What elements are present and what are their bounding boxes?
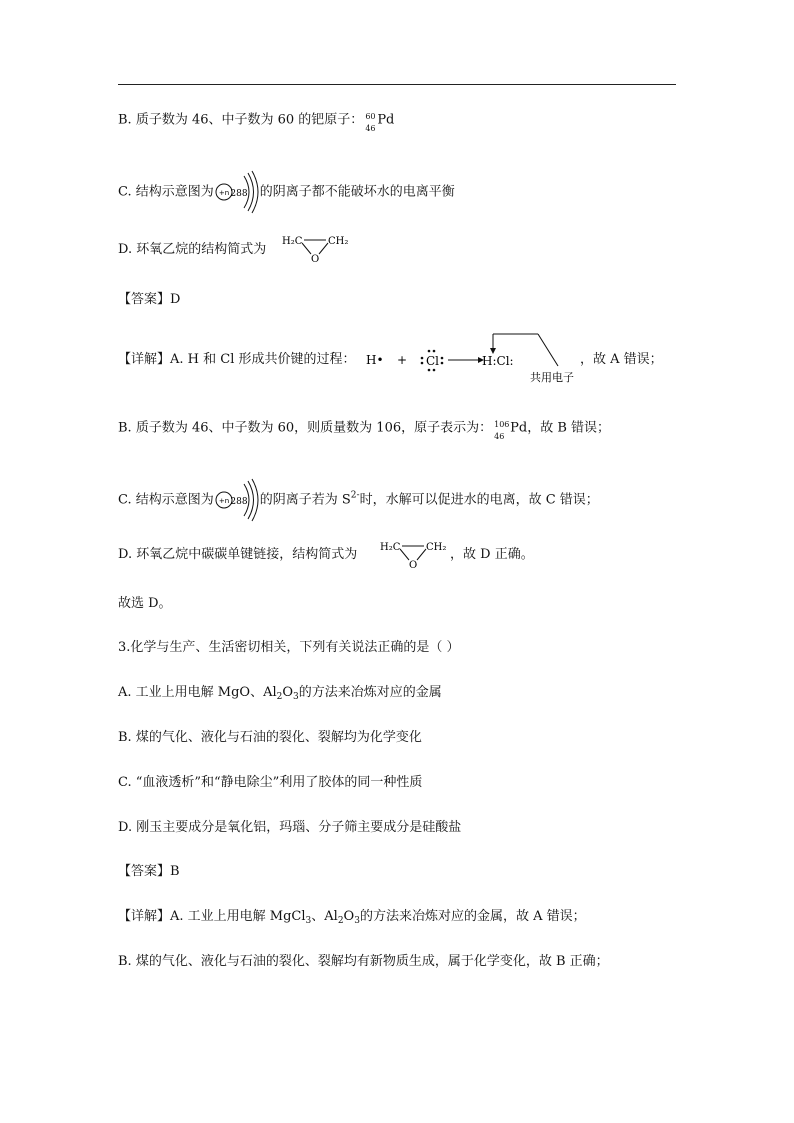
ion-charge: 2- <box>350 490 360 501</box>
svg-text:+n: +n <box>218 189 229 197</box>
q3-option-a <box>118 683 442 707</box>
q2-option-d <box>118 240 266 260</box>
q3-option-a-text-1: A. 工业上用电解 MgO、Al <box>118 685 277 700</box>
atomic-number: 46 <box>494 432 505 441</box>
svg-text:+: + <box>397 353 408 367</box>
q2-conclusion: 故选 D。 <box>118 596 172 611</box>
svg-text:288: 288 <box>230 497 248 507</box>
q2-option-d-prefix: D. 环氧乙烷的结构简式为 <box>118 242 267 257</box>
q3-detail-b: B. 煤的气化、液化与石油的裂化、裂解均有新物质生成，属于化学变化，故 B 正确； <box>118 954 609 969</box>
q3-option-c: C. “血液透析”和“静电除尘”利用了胶体的同一种性质 <box>118 775 423 790</box>
nuclide-label <box>492 418 510 441</box>
q3-detail-a-text-4: 的方法来冶炼对应的金属，故 A 错误； <box>359 909 586 924</box>
q2-option-c-prefix: C. 结构示意图为 <box>118 184 214 200</box>
svg-text:CH₂: CH₂ <box>328 236 349 247</box>
q3-answer: 【答案】B <box>118 864 180 879</box>
mass-number: 106 <box>494 420 510 429</box>
q2-option-c-suffix: 的阴离子都不能破坏水的电离平衡 <box>259 184 455 200</box>
epoxide-structure <box>378 536 450 570</box>
q3-stem: 3.化学与生产、生活密切相关，下列有关说法正确的是（ ） <box>118 640 460 655</box>
q2-detail-a-suffix: ，故 A 错误； <box>580 352 663 367</box>
svg-text:H:Cl:: H:Cl: <box>482 354 514 368</box>
q2-option-b-text: B. 质子数为 46、中子数为 60 的钯原子： <box>118 112 364 128</box>
header-rule <box>118 84 676 85</box>
mass-number: 60 <box>365 112 376 121</box>
q2-detail-a-prefix: 【详解】A. H 和 Cl 形成共价键的过程： <box>118 352 356 367</box>
q2-detail-c-prefix: C. 结构示意图为 <box>118 492 214 508</box>
q2-answer: 【答案】D <box>118 292 181 307</box>
q2-detail-d-prefix: D. 环氧乙烷中碳碳单键链接，结构简式为 <box>118 547 358 562</box>
svg-text:H₂C: H₂C <box>282 236 303 247</box>
svg-text:O: O <box>409 560 418 570</box>
q2-detail-b-suffix: ，故 B 错误； <box>527 420 611 436</box>
svg-text:H₂C: H₂C <box>380 542 401 553</box>
covalent-bond-formation-diagram <box>360 328 590 386</box>
element-symbol: Pd <box>510 420 528 436</box>
ion-structure-diagram <box>214 478 260 522</box>
svg-text:288: 288 <box>230 189 248 199</box>
q2-detail-b <box>118 418 610 439</box>
q3-detail-a <box>118 907 586 931</box>
svg-text:O: O <box>311 254 320 264</box>
atomic-number: 46 <box>365 124 376 133</box>
q2-option-b <box>118 110 394 131</box>
q3-option-a-text-3: 的方法来冶炼对应的金属 <box>298 685 442 700</box>
q3-detail-a-text-1: 【详解】A. 工业上用电解 MgCl <box>118 909 306 924</box>
q3-detail-a-text-3: O <box>343 909 355 924</box>
q2-detail-c <box>118 478 599 508</box>
q3-option-d: D. 刚玉主要成分是氧化铝，玛瑙、分子筛主要成分是硅酸盐 <box>118 820 462 835</box>
svg-text:+n: +n <box>218 497 229 505</box>
q2-detail-b-prefix: B. 质子数为 46、中子数为 60，则质量数为 106，原子表示为： <box>118 420 493 436</box>
svg-text:CH₂: CH₂ <box>426 542 447 553</box>
q3-option-b: B. 煤的气化、液化与石油的裂化、裂解均为化学变化 <box>118 730 422 745</box>
q3-option-a-text-2: O <box>282 685 294 700</box>
subscript: 3 <box>293 692 299 702</box>
q2-detail-d-suffix: ，故 D 正确。 <box>450 547 534 562</box>
svg-text:Cl: Cl <box>426 354 440 368</box>
q3-detail-a-text-2: 、Al <box>311 909 338 924</box>
subscript: 3 <box>354 916 360 926</box>
q2-detail-c-suffix: 时，水解可以促进水的电离，故 C 错误； <box>359 492 599 508</box>
ion-structure-diagram <box>214 170 260 214</box>
svg-text:H•: H• <box>366 353 384 367</box>
q2-detail-c-mid: 的阴离子若为 S <box>259 492 351 508</box>
element-symbol: Pd <box>377 112 395 128</box>
subscript: 2 <box>337 916 344 926</box>
subscript: 2 <box>276 692 283 702</box>
nuclide-label <box>363 110 377 133</box>
svg-text:共用电子: 共用电子 <box>530 371 574 384</box>
subscript: 3 <box>305 916 312 926</box>
epoxide-structure <box>280 230 352 264</box>
q2-option-c <box>118 170 455 200</box>
